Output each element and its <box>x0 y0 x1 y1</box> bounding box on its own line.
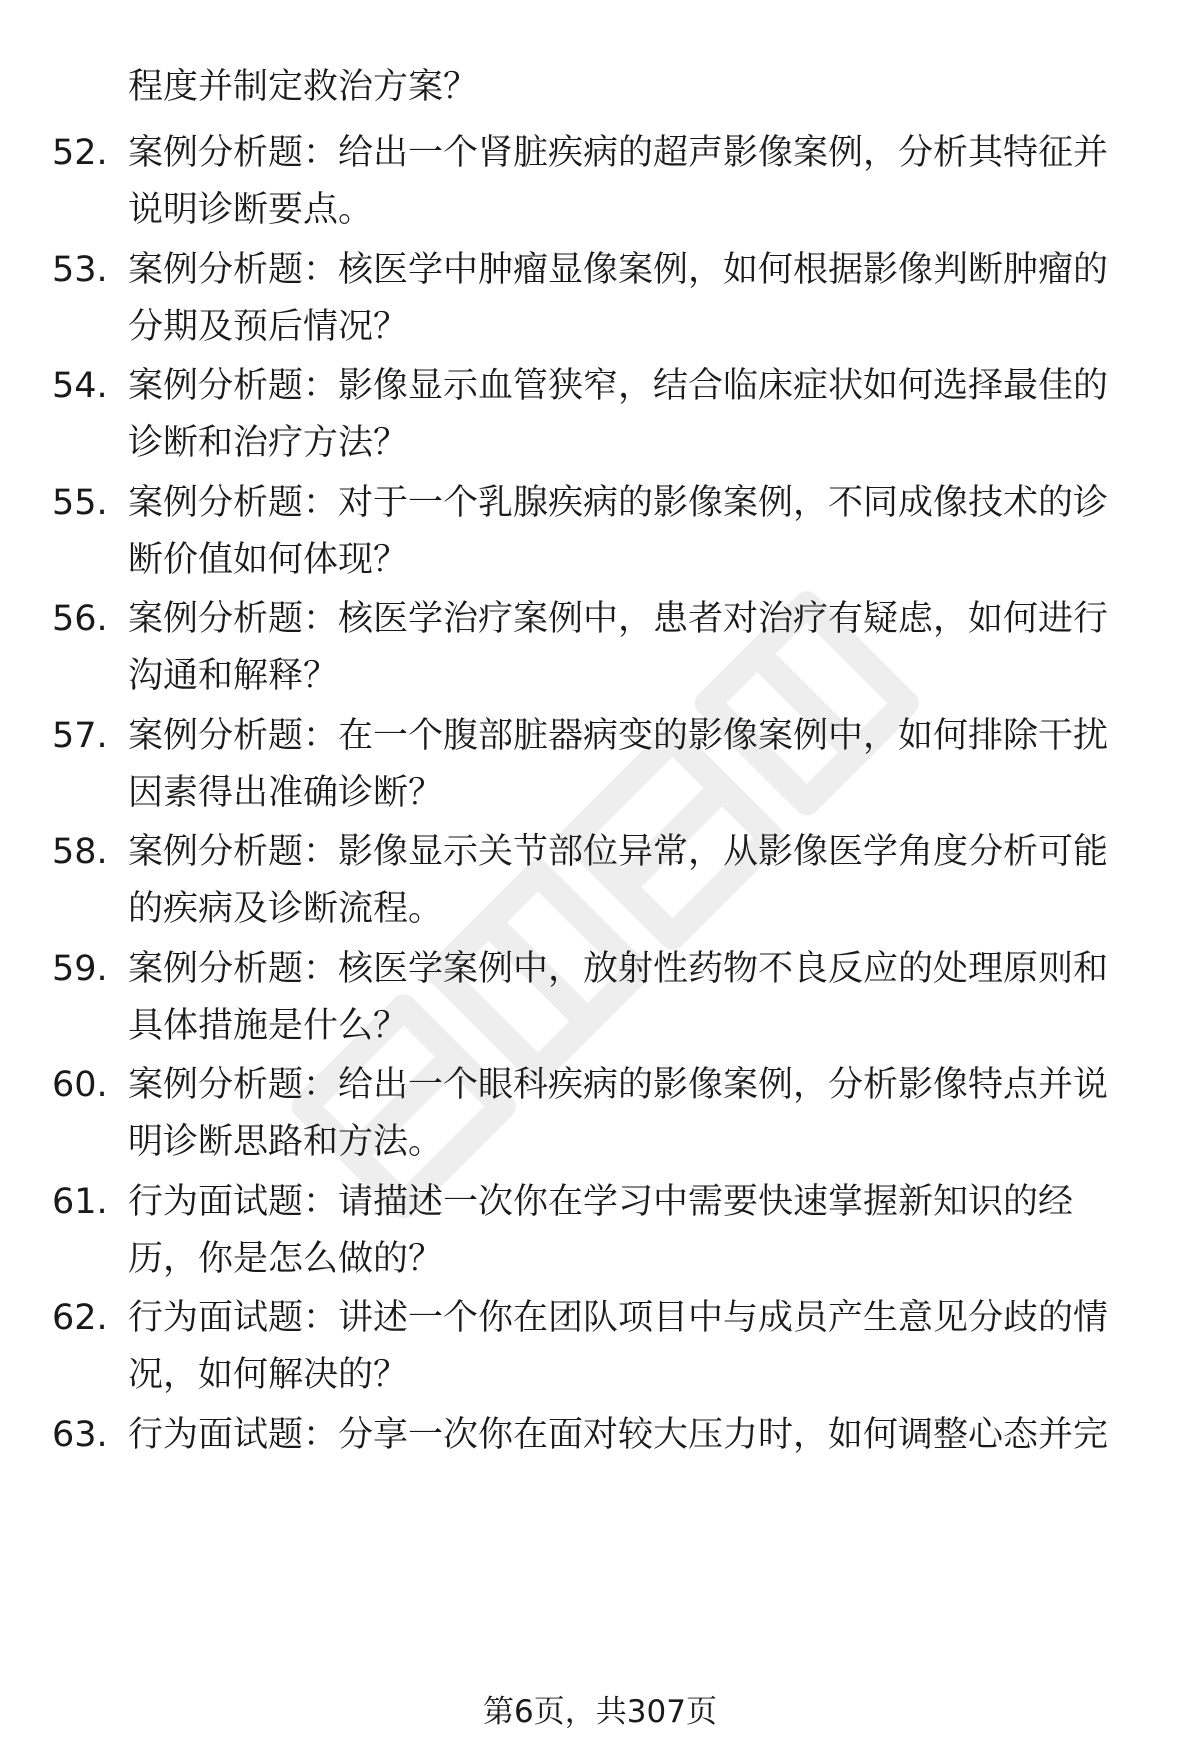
question-text-line: 案例分析题：影像显示关节部位异常，从影像医学角度分析可能 <box>128 832 1109 872</box>
question-text-line: 沟通和解释？ <box>128 656 339 696</box>
question-text-line: 说明诊断要点。 <box>128 190 374 230</box>
question-number: 61. <box>52 1182 108 1222</box>
question-number: 54. <box>52 366 108 406</box>
question-text-line: 案例分析题：影像显示血管狭窄，结合临床症状如何选择最佳的 <box>128 366 1109 406</box>
question-number: 58. <box>52 832 108 872</box>
question-number: 63. <box>52 1415 108 1455</box>
question-number: 60. <box>52 1065 108 1105</box>
question-number: 52. <box>52 133 108 173</box>
question-text-line: 的疾病及诊断流程。 <box>128 889 444 929</box>
question-text-line: 案例分析题：给出一个眼科疾病的影像案例，分析影像特点并说 <box>128 1065 1109 1105</box>
question-text-line: 断价值如何体现？ <box>128 540 409 580</box>
question-text-line: 明诊断思路和方法。 <box>128 1122 444 1162</box>
question-text-line: 案例分析题：核医学案例中，放射性药物不良反应的处理原则和 <box>128 949 1109 989</box>
question-text-line: 行为面试题：分享一次你在面对较大压力时，如何调整心态并完 <box>128 1415 1109 1455</box>
question-text-line: 案例分析题：核医学治疗案例中，患者对治疗有疑虑，如何进行 <box>128 599 1109 639</box>
question-number: 55. <box>52 483 108 523</box>
question-text-line: 因素得出准确诊断？ <box>128 773 444 813</box>
question-text-line: 案例分析题：核医学中肿瘤显像案例，如何根据影像判断肿瘤的 <box>128 250 1109 290</box>
question-number: 59. <box>52 949 108 989</box>
question-number: 56. <box>52 599 108 639</box>
question-text-line: 行为面试题：请描述一次你在学习中需要快速掌握新知识的经 <box>128 1182 1074 1222</box>
question-text-line: 诊断和治疗方法？ <box>128 423 409 463</box>
question-number: 53. <box>52 250 108 290</box>
question-text-line: 历，你是怎么做的？ <box>128 1239 444 1279</box>
question-number: 62. <box>52 1298 108 1338</box>
question-text-line: 况，如何解决的？ <box>128 1355 409 1395</box>
question-text-line: 行为面试题：讲述一个你在团队项目中与成员产生意见分歧的情 <box>128 1298 1109 1338</box>
question-text-line: 分期及预后情况？ <box>128 307 409 347</box>
question-text-line: 具体措施是什么？ <box>128 1006 409 1046</box>
continuation-text: 程度并制定救治方案？ <box>128 67 479 107</box>
question-number: 57. <box>52 716 108 756</box>
question-text-line: 案例分析题：在一个腹部脏器病变的影像案例中，如何排除干扰 <box>128 716 1109 756</box>
question-text-line: 案例分析题：对于一个乳腺疾病的影像案例，不同成像技术的诊 <box>128 483 1109 523</box>
page-footer: 第6页，共307页 <box>483 1694 717 1730</box>
question-text-line: 案例分析题：给出一个肾脏疾病的超声影像案例，分析其特征并 <box>128 133 1109 173</box>
